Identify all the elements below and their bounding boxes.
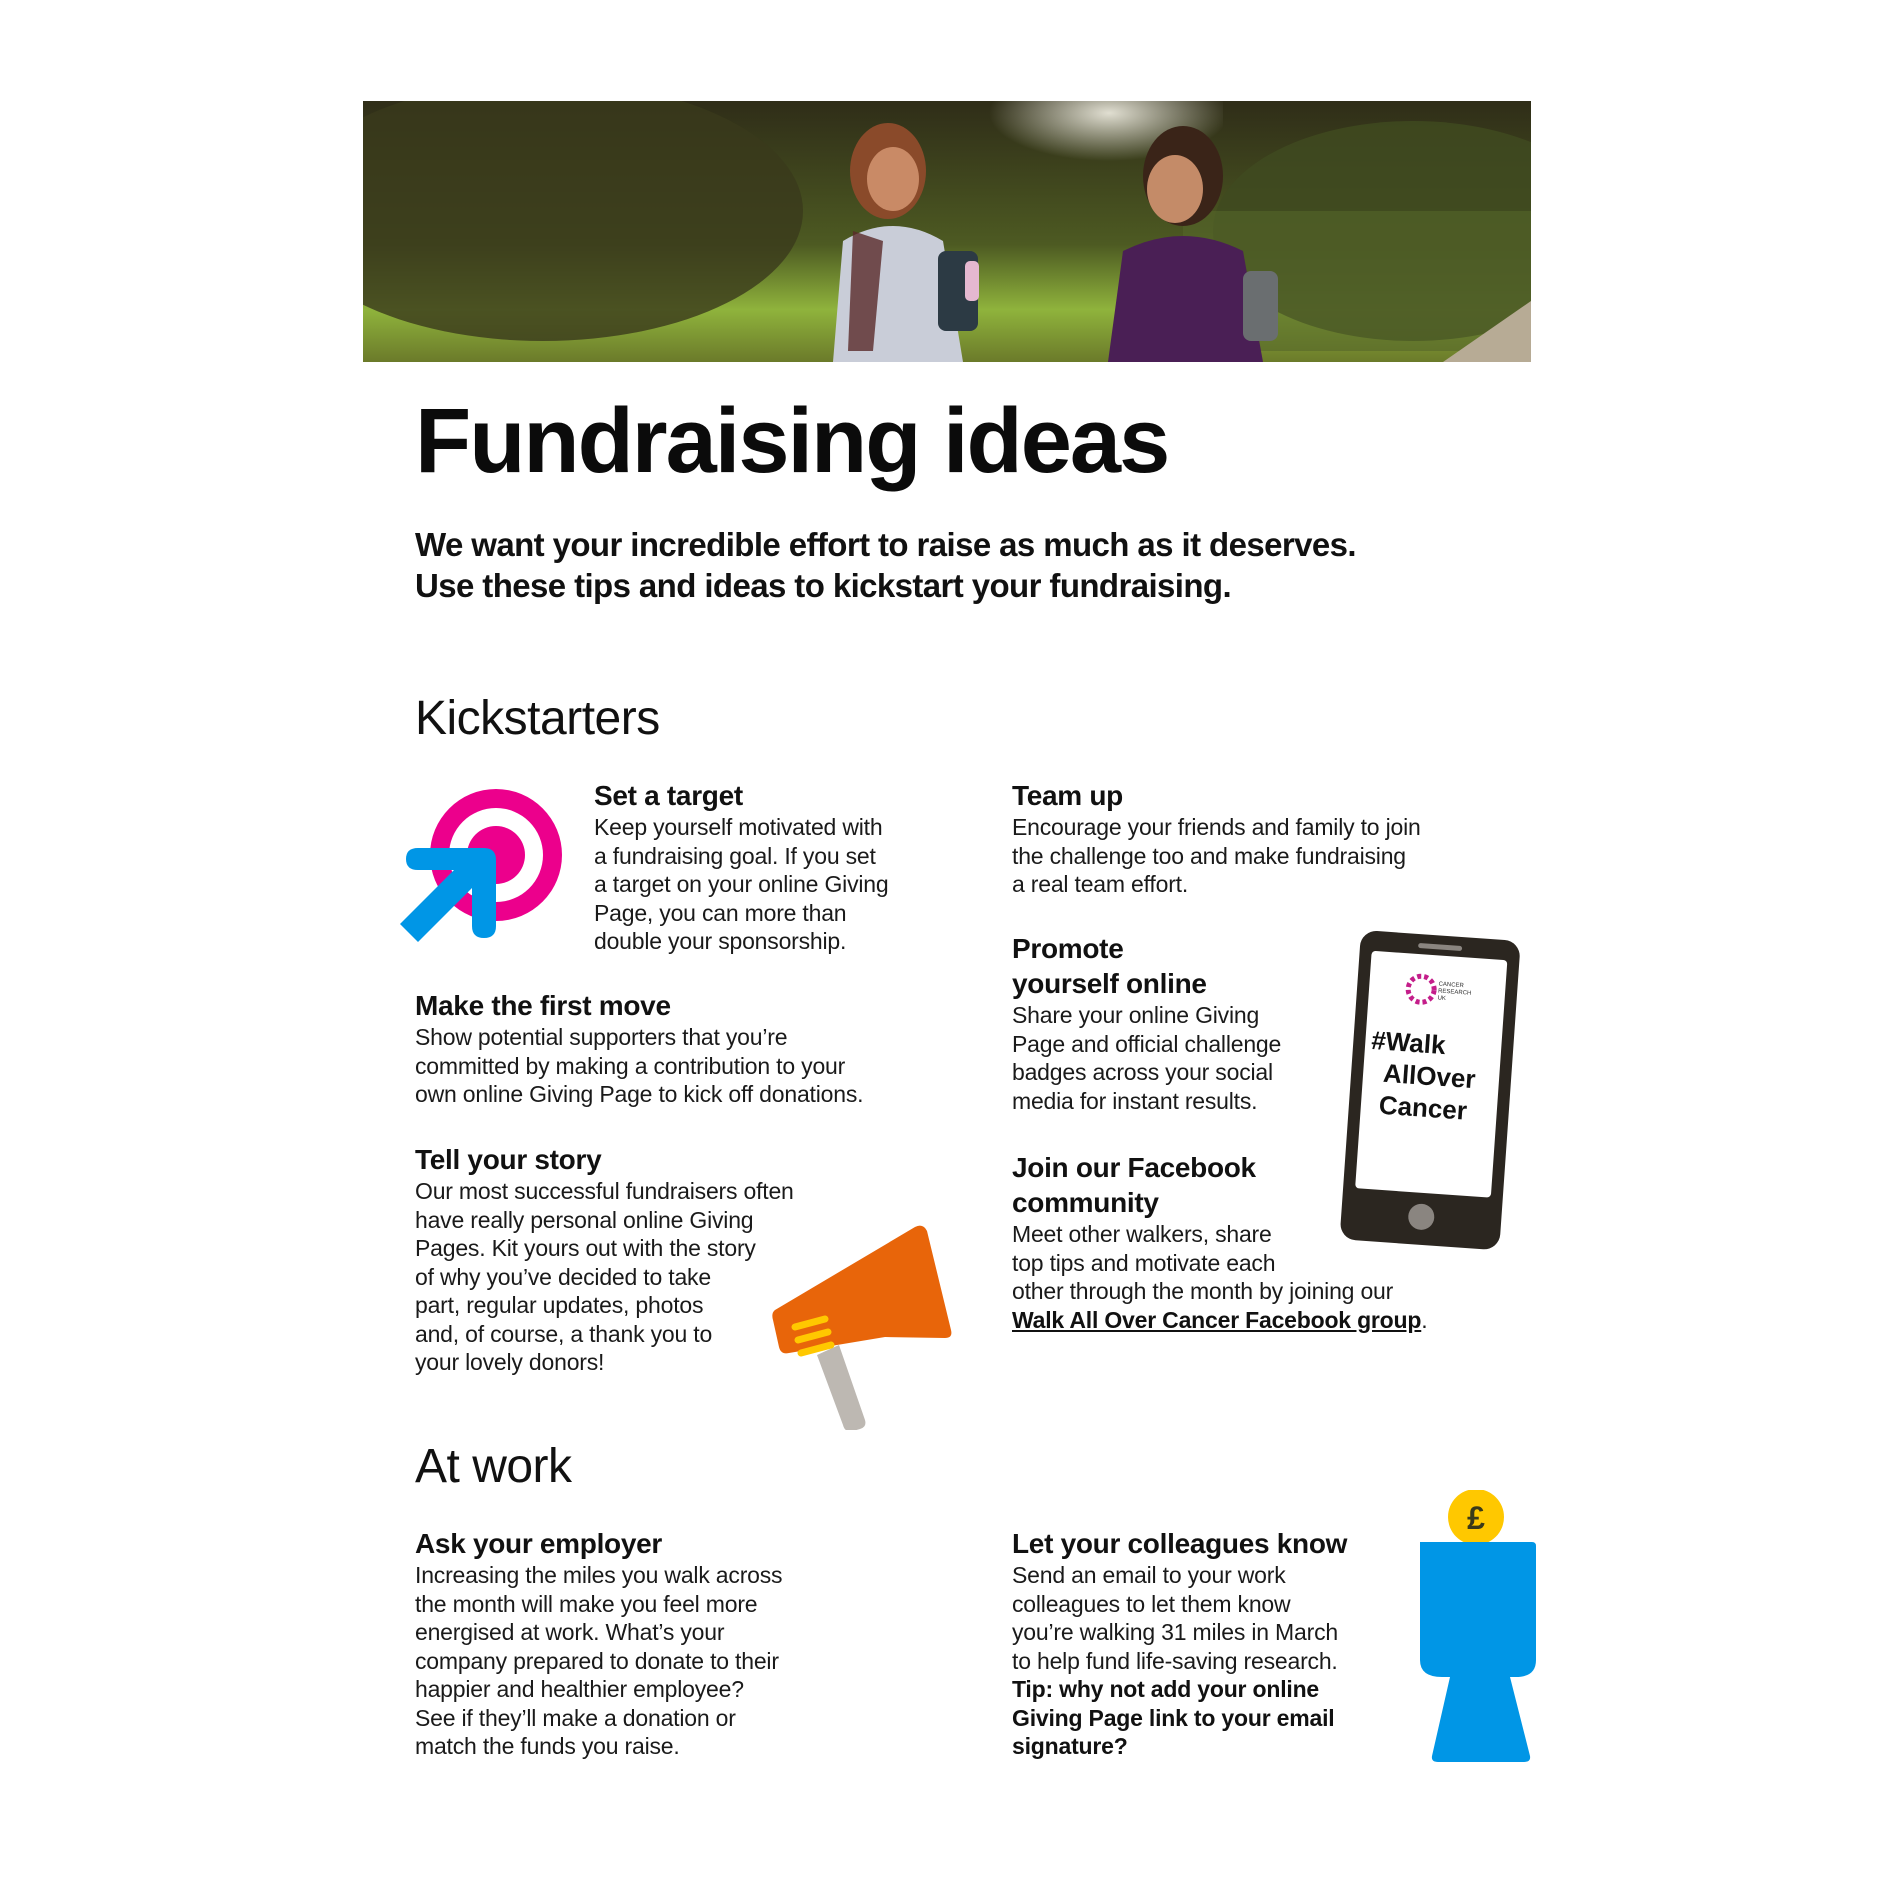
collection-pot-icon [1412,1490,1537,1770]
svg-text:RESEARCH: RESEARCH [1437,988,1472,997]
text-line: a target on your online Giving [594,871,889,897]
tip-line: signature? [1012,1733,1128,1759]
text-line: of why you’ve decided to take [415,1263,711,1290]
text-line: happier and healthier employee? [415,1676,744,1702]
tip-body [1012,813,1512,899]
text-line: Meet other walkers, share [1012,1221,1272,1247]
page-title: Fundraising ideas [415,390,1169,492]
tip-body [1012,1001,1342,1115]
tip-ask-employer [415,1526,885,1761]
text-line: double your sponsorship. [594,928,847,954]
subtitle-line: Use these tips and ideas to kickstart your fundraising. [415,567,1232,604]
tip-title [1012,931,1342,1001]
text-line: the challenge too and make fundraising [1012,842,1406,869]
text-line: See if they’ll make a donation or [415,1704,736,1731]
tip-title: Let your colleagues know [1012,1528,1348,1559]
text-line: to help fund life-saving research. [1012,1647,1338,1674]
text-line: and, of course, a thank you to [415,1320,713,1347]
text-line: Increasing the miles you walk across [415,1562,783,1588]
text-line: company prepared to donate to their [415,1647,779,1674]
title-line: Join our Facebook [1012,1152,1256,1183]
text-line: a real team effort. [1012,871,1189,897]
text-line [1012,1306,1532,1335]
text-line: match the funds you raise. [415,1733,680,1759]
section-heading-kickstarters: Kickstarters [415,692,660,745]
tip-title: Make the first move [415,990,671,1021]
page-subtitle [415,524,1515,606]
tip-body [1012,1561,1402,1761]
tip-title: Tell your story [415,1144,602,1175]
title-line: community [1012,1187,1159,1218]
tip-line: Tip: why not add your online [1012,1676,1320,1702]
section-heading-at-work: At work [415,1440,572,1493]
tip-promote-online [1012,931,1342,1115]
tip-title: Set a target [594,780,743,811]
facebook-group-link[interactable]: Walk All Over Cancer Facebook group [1012,1306,1422,1333]
text-line: Show potential supporters that you’re [415,1024,788,1050]
subtitle-line: We want your incredible effort to raise as much as it deserves. [415,526,1356,563]
text-line: badges across your social [1012,1059,1273,1085]
tip-body [415,1023,955,1109]
text-line: Our most successful fundraisers often [415,1178,794,1204]
tip-title: Ask your employer [415,1528,662,1559]
tip-facebook-community [1012,1150,1532,1334]
tip-line: Giving Page link to your email [1012,1704,1335,1731]
svg-text:UK: UK [1437,995,1447,1003]
text-line: Page, you can more than [594,899,847,926]
text-line: media for instant results. [1012,1087,1258,1114]
tip-team-up [1012,778,1512,899]
svg-text:Cancer: Cancer [1377,1089,1468,1126]
text-line: Send an email to your work [1012,1562,1286,1588]
tip-body [1012,1220,1532,1334]
tip-title [1012,1150,1532,1220]
text-line: Page and official challenge [1012,1030,1282,1057]
text-line: Pages. Kit yours out with the story [415,1235,756,1261]
tip-first-move [415,988,955,1109]
text-line: you’re walking 31 miles in March [1012,1619,1338,1645]
tip-colleagues [1012,1526,1402,1761]
text-line: part, regular updates, photos [415,1292,704,1318]
text-line: a fundraising goal. If you set [594,842,876,869]
text-line: Share your online Giving [1012,1002,1260,1028]
svg-text:£: £ [1467,1500,1485,1536]
tip-title: Team up [1012,780,1123,811]
text-line: have really personal online Giving [415,1206,754,1233]
text-line: Encourage your friends and family to join [1012,814,1421,840]
text-line: committed by making a contribution to your [415,1052,846,1079]
text-line: the month will make you feel more [415,1590,758,1617]
svg-text:AllOver: AllOver [1382,1057,1477,1095]
tip-set-target [594,778,974,956]
text-line: own online Giving Page to kick off donations. [415,1081,864,1107]
title-line: Promote [1012,933,1124,964]
title-line: yourself online [1012,968,1207,999]
walkers-photo-illustration [363,101,1531,362]
text-line: your lovely donors! [415,1349,605,1375]
svg-text:CANCER: CANCER [1438,981,1465,990]
text-line: other through the month by joining our [1012,1278,1394,1304]
target-icon [396,780,571,945]
tip-body [594,813,974,956]
punctuation: . [1421,1306,1428,1333]
text-line: energised at work. What’s your [415,1619,725,1645]
megaphone-icon [765,1215,955,1430]
tip-body [415,1561,885,1761]
text-line: Keep yourself motivated with [594,814,883,840]
text-line: colleagues to let them know [1012,1590,1291,1617]
header-photo [363,101,1531,362]
svg-text:#Walk: #Walk [1370,1024,1447,1061]
text-line: top tips and motivate each [1012,1249,1276,1276]
